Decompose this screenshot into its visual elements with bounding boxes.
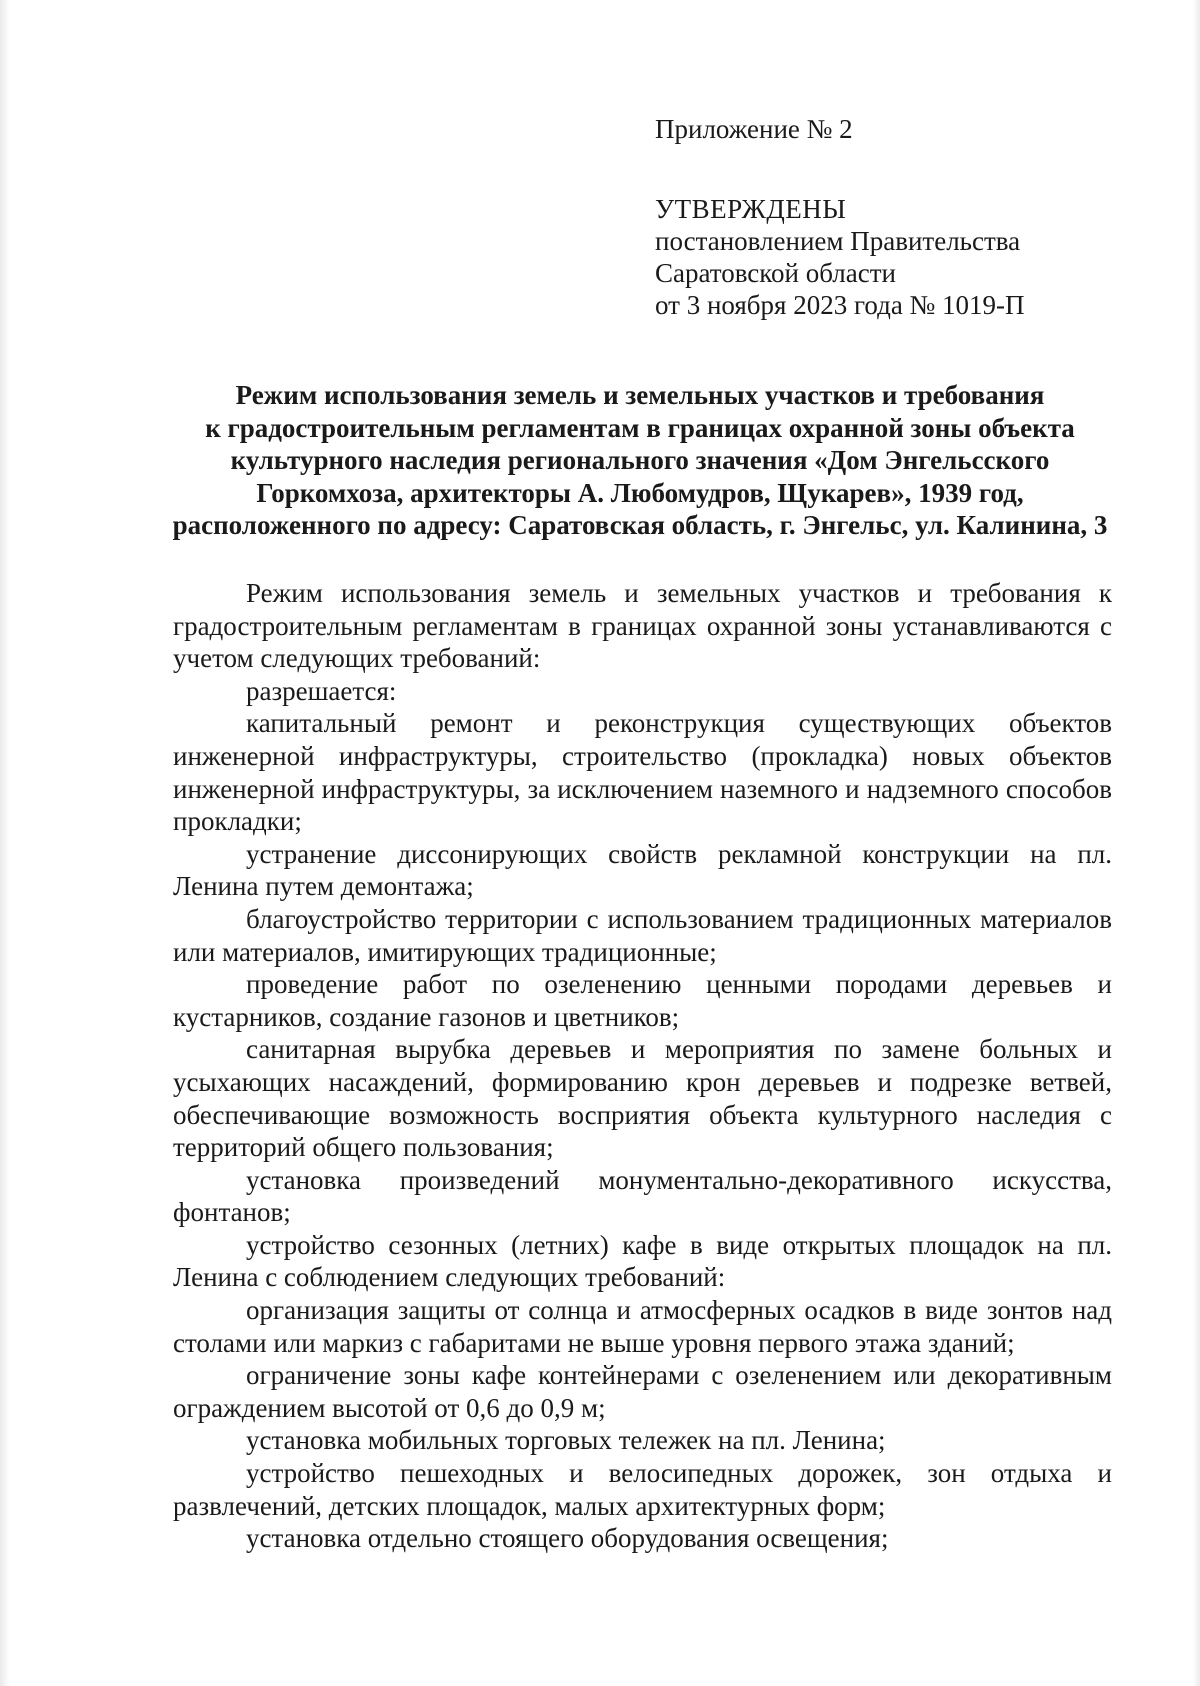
body-paragraph: проведение работ по озеленению ценными породами деревьев и кустарников, создание газонов и цветников;: [173, 969, 1112, 1032]
title-line: Режим использования земель и земельных участков и требования: [235, 380, 1045, 410]
body-paragraph: организация защиты от солнца и атмосферных осадков в виде зонтов над столами или маркиз с габаритами не выше уровня первого этажа зданий;: [173, 1295, 1112, 1358]
body-paragraph: разрешается:: [246, 675, 397, 706]
title-line: расположенного по адресу: Саратовская область, г. Энгельс, ул. Калинина, 3: [172, 510, 1108, 540]
body-paragraph: устройство сезонных (летних) кафе в виде открытых площадок на пл. Ленина с соблюдением следующих требований:: [173, 1229, 1112, 1293]
approval-line: постановлением Правительства: [655, 226, 1021, 256]
body-paragraph: устранение диссонирующих свойств рекламной конструкции на пл. Ленина путем демонтажа;: [173, 838, 1112, 902]
approval-line: Саратовской области: [655, 258, 896, 288]
appendix-number: Приложение № 2: [655, 114, 853, 144]
body-paragraph: ограничение зоны кафе контейнерами с озеленением или декоративным ограждением высотой от 0,6 до 0,9 м;: [173, 1360, 1112, 1423]
approved-heading: УТВЕРЖДЕНЫ: [655, 194, 847, 224]
body-paragraph: санитарная вырубка деревьев и мероприятия по замене больных и усыхающих насаждений, формированию крон деревьев и подрезке ветвей, обеспечивающие возможность восприятия объекта культурного наследия с территорий общего пользования;: [173, 1034, 1112, 1163]
body-paragraph: Режим использования земель и земельных участков и требования к градостроительным регламентам в границах охранной зоны устанавливаются с учетом следующих требований:: [173, 578, 1112, 674]
body-paragraph: капитальный ремонт и реконструкция существующих объектов инженерной инфраструктуры, строительство (прокладка) новых объектов инженерной инфраструктуры, за исключением наземного и надземного способов прокладки;: [173, 708, 1112, 837]
body-paragraph: устройство пешеходных и велосипедных дорожек, зон отдыха и развлечений, детских площадок, малых архитектурных форм;: [173, 1458, 1112, 1521]
body-paragraph: установка произведений монументально-декоративного искусства, фонтанов;: [173, 1164, 1112, 1228]
body-paragraph: установка отдельно стоящего оборудования освещения;: [246, 1523, 889, 1554]
title-line: к градостроительным регламентам в границах охранной зоны объекта: [205, 412, 1075, 443]
scan-edge-left: [0, 0, 10, 1686]
body-paragraph: установка мобильных торговых тележек на пл. Ленина;: [246, 1425, 886, 1456]
scan-edge-right: [1192, 0, 1200, 1686]
document-title: [170, 379, 1110, 542]
body-paragraph: благоустройство территории с использованием традиционных материалов или материалов, имитирующих традиционные;: [173, 903, 1112, 967]
title-line: Горкомхоза, архитекторы А. Любомудров, Щукарев», 1939 год,: [256, 477, 1024, 508]
approval-line: от 3 ноября 2023 года № 1019-П: [655, 290, 1025, 320]
approval-block: [655, 113, 1075, 321]
title-line: культурного наследия регионального значения «Дом Энгельсского: [230, 445, 1050, 475]
document-body: [173, 577, 1112, 1555]
